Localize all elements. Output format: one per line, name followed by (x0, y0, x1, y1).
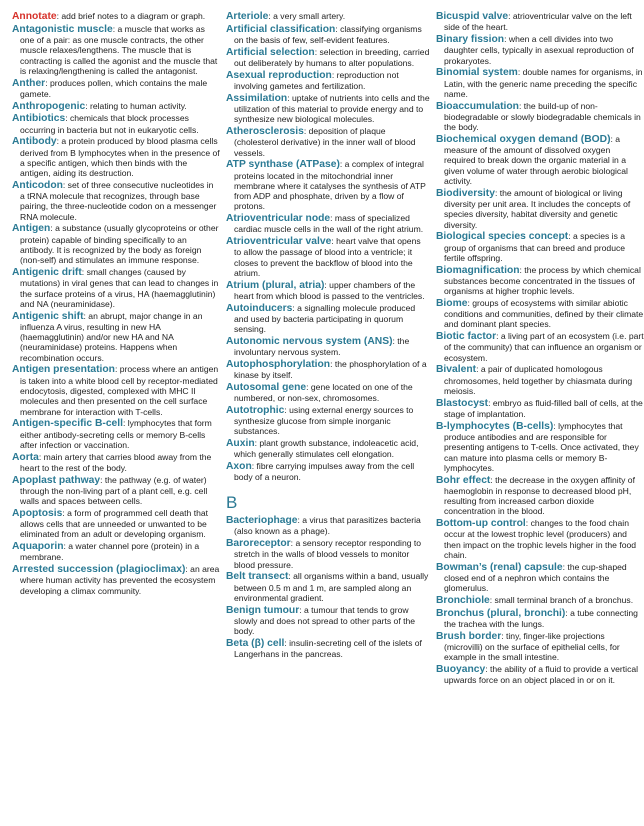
glossary-term: Benign tumour (226, 604, 300, 616)
glossary-definition: : uptake of nutrients into cells and the utilization of this material to provide energy and to synthesize new biological molecules. (234, 92, 430, 125)
glossary-term: Antigen-specific B-cell (12, 418, 123, 430)
glossary-entry (226, 70, 430, 92)
glossary-definition: : heart valve that opens to allow the passage of blood into a ventricle; it closes to prevent the backflow of blood into the atrium. (234, 236, 421, 278)
glossary-entry (12, 311, 220, 363)
glossary-entry (226, 538, 430, 570)
glossary-definition: : the decrease in the oxygen affinity of haemoglobin in response to decreased blood pH, resulting from increased carbon dioxide concentration in the blood. (444, 474, 635, 517)
glossary-definition: : the involuntary nervous system. (234, 335, 410, 358)
glossary-entry (12, 11, 220, 22)
glossary-definition: : reproduction not involving gametes and fertilization. (234, 69, 399, 91)
glossary-term: Atrioventricular valve (226, 236, 332, 248)
glossary-definition: : a tube connecting the trachea with the lungs. (444, 607, 638, 629)
glossary-entry (12, 113, 220, 135)
glossary-entry (436, 421, 644, 473)
glossary-entry (12, 541, 220, 563)
glossary-term: Annotate (12, 11, 57, 22)
glossary-definition: : relating to human activity. (85, 100, 187, 111)
glossary-definition: : a muscle that works as one of a pair: as one muscle contracts, the other muscle relaxes/lengthens. The muscle that is contracting is called the agonist and the muscle that is relaxing/lengthening is called the antagonist. (20, 23, 218, 76)
glossary-term: Binomial system (436, 67, 518, 79)
glossary-definition: : the phosphorylation of a kinase by itself. (234, 358, 427, 381)
glossary-column-2 (226, 11, 430, 826)
glossary-term: Biochemical oxygen demand (BOD) (436, 133, 611, 145)
glossary-entry (226, 382, 430, 404)
glossary-definition: : the cup-shaped closed end of a nephron which contains the glomerulus. (444, 561, 627, 594)
glossary-term: Bioaccumulation (436, 100, 519, 112)
glossary-term: Autosomal gene (226, 381, 307, 393)
glossary-term: Atherosclerosis (226, 125, 304, 137)
glossary-entry (12, 475, 220, 507)
glossary-definition: : the process by which chemical substances become concentrated in the tissues of organisms at higher trophic levels. (444, 264, 641, 297)
glossary-definition: : insulin-secreting cell of the islets of Langerhans in the pancreas. (234, 637, 422, 660)
glossary-term: Baroreceptor (226, 538, 291, 550)
glossary-entry (12, 418, 220, 450)
glossary-definition: : the build-up of non-biodegradable or slowly biodegradable chemicals in the body. (444, 100, 641, 133)
glossary-entry (436, 298, 644, 330)
glossary-definition: : process where an antigen is taken into a white blood cell by receptor-mediated endocytosis, digested, complexed with MHC II molecules and then presented on the cell surface membrane for interaction with T-cells. (20, 364, 219, 417)
glossary-term: Bacteriophage (226, 515, 298, 527)
glossary-entry (226, 303, 430, 335)
glossary-term: Anther (12, 77, 46, 89)
glossary-definition: : a tumour that tends to grow slowly and does not spread to other parts of the body. (234, 604, 416, 637)
glossary-definition: : the amount of biological or living diversity per unit area. It includes the concepts of species diversity, habitat diversity and genetic diversity. (444, 187, 631, 230)
glossary-term: Bowman’s (renal) capsule (436, 561, 563, 573)
glossary-entry (436, 364, 644, 396)
glossary-term: Atrioventricular node (226, 213, 331, 225)
glossary-definition: : chemicals that block processes occurring in bacteria but not in eukaryotic cells. (20, 113, 199, 135)
glossary-term: Bohr effect (436, 474, 491, 486)
glossary-term: Arrested succession (plagioclimax) (12, 564, 186, 576)
glossary-term: Bronchus (plural, bronchi) (436, 607, 566, 619)
glossary-definition: : a species is a group of organisms that can breed and produce fertile offspring. (444, 231, 626, 263)
glossary-term: Autotrophic (226, 404, 285, 416)
glossary-definition: : classifying organisms on the basis of few, self-evident features. (234, 23, 422, 45)
glossary-term: Bicuspid valve (436, 11, 509, 22)
glossary-term: ATP synthase (ATPase) (226, 159, 340, 171)
glossary-entry (226, 11, 430, 22)
glossary-entry (226, 126, 430, 158)
glossary-entry (226, 359, 430, 381)
glossary-entry (226, 159, 430, 211)
glossary-definition: : changes to the food chain occur at the lowest trophic level (producers) and then impact on the trophic levels higher in the food chain. (444, 518, 637, 561)
glossary-term: Asexual reproduction (226, 69, 332, 81)
glossary-term: Antibody (12, 136, 57, 148)
glossary-definition: : a form of programmed cell death that allows cells that are unneeded or unwanted to be eliminated from an adult or developing organism. (20, 507, 209, 540)
glossary-definition: : a substance (usually glycoproteins or other protein) capable of binding specifically to an antibody. It is recognized by the body as foreign (non-self) and stimulates an immune response. (20, 223, 219, 266)
glossary-definition: : small changes (caused by mutations) in viral genes that can lead to changes in the surface proteins of a virus, HA (haemagglutinin) and NA (neuraminidase). (20, 266, 219, 309)
glossary-definition: : a measure of the amount of dissolved oxygen required to break down the organic material in a given volume of water through aerobic biological activity. (444, 133, 628, 187)
glossary-definition: : a sensory receptor responding to stretch in the walls of blood vessels to monitor blood pressure. (234, 538, 422, 570)
glossary-definition: : a virus that parasitizes bacteria (also known as a phage). (234, 515, 421, 537)
glossary-entry (436, 101, 644, 133)
glossary-term: Axon (226, 461, 252, 473)
glossary-definition: : plant growth substance, indoleacetic acid, which generally stimulates cell elongation. (234, 438, 419, 460)
glossary-term: Biodiversity (436, 187, 495, 199)
glossary-entry (12, 564, 220, 596)
glossary-entry (12, 136, 220, 178)
glossary-term: Bronchiole (436, 594, 490, 606)
glossary-term: Biotic factor (436, 331, 497, 343)
glossary-definition: : fibre carrying impulses away from the cell body of a neuron. (234, 461, 415, 483)
glossary-definition: : embryo as fluid-filled ball of cells, at the stage of implantation. (444, 397, 643, 419)
glossary-term: Artificial selection (226, 46, 315, 58)
glossary-term: Assimilation (226, 92, 288, 104)
section-letter-heading: B (226, 493, 238, 513)
glossary-entry (436, 608, 644, 630)
glossary-term: B-lymphocytes (B-cells) (436, 420, 554, 432)
glossary-term: Anthropogenic (12, 100, 86, 112)
glossary-entry (12, 24, 220, 76)
glossary-term: Antigen (12, 223, 51, 235)
glossary-term: Buoyancy (436, 663, 486, 675)
glossary-term: Autophosphorylation (226, 358, 331, 370)
glossary-definition: : deposition of plaque (cholesterol derivative) in the inner wall of blood vessels. (234, 125, 416, 158)
glossary-entry (12, 364, 220, 416)
glossary-term: Bottom-up control (436, 518, 526, 530)
glossary-entry (226, 605, 430, 637)
glossary-entry (12, 267, 220, 309)
glossary-column-1 (12, 11, 220, 826)
glossary-definition: : an area where human activity has prevented the ecosystem developing a climax community. (20, 564, 220, 596)
glossary-term: Autonomic nervous system (ANS) (226, 335, 393, 347)
glossary-definition: : gene located on one of the numbered, or non-sex, chromosomes. (234, 381, 413, 404)
glossary-term: Antibiotics (12, 113, 66, 125)
glossary-entry (226, 438, 430, 460)
glossary-term: Artificial classification (226, 23, 336, 35)
glossary-entry (226, 571, 430, 603)
glossary-entry (226, 47, 430, 69)
glossary-definition: : the ability of a fluid to provide a vertical upwards force on an object placed in or on it. (444, 663, 639, 686)
glossary-term: Anticodon (12, 179, 63, 191)
glossary-term: Auxin (226, 438, 255, 450)
glossary-entry (436, 11, 644, 33)
glossary-entry (436, 664, 644, 686)
glossary-entry (12, 180, 220, 222)
glossary-term: Belt transect (226, 571, 289, 583)
glossary-entry (436, 188, 644, 230)
glossary-definition: : when a cell divides into two daughter cells, typically in asexual reproduction of prokaryotes. (444, 33, 634, 66)
glossary-definition: : a living part of an ecosystem (i.e. part of the community) that can influence an organism or ecosystem. (444, 331, 644, 363)
glossary-definition: : set of three consecutive nucleotides in a tRNA molecule that recognizes, through base pairing, the three-nucleotide codon on a messenger RNA molecule. (20, 179, 217, 222)
glossary-definition: : groups of ecosystems with similar abiotic conditions and communities, defined by their climate and dominant plant species. (444, 297, 644, 330)
glossary-definition: : upper chambers of the heart from which blood is passed to the ventricles. (234, 279, 425, 301)
glossary-term: Brush border (436, 630, 502, 642)
glossary-definition: : a pair of duplicated homologous chromosomes, held together by chiasmata during meiosis. (444, 364, 633, 396)
glossary-term: Antigenic shift (12, 310, 84, 322)
glossary-entry (226, 515, 430, 537)
glossary-definition: : a water channel pore (protein) in a membrane. (20, 541, 200, 563)
glossary-term: Blastocyst (436, 397, 489, 409)
glossary-entry (226, 336, 430, 358)
glossary-entry (436, 475, 644, 517)
glossary-term: Binary fission (436, 33, 505, 45)
glossary-term: Atrium (plural, atria) (226, 279, 325, 291)
glossary-entry (436, 398, 644, 420)
glossary-entry (436, 134, 644, 186)
glossary-entry (12, 101, 220, 112)
glossary-entry (12, 452, 220, 474)
glossary-entry (436, 562, 644, 594)
glossary-term: Biome (436, 297, 468, 309)
glossary-entry (226, 236, 430, 278)
glossary-term: Bivalent (436, 364, 477, 376)
glossary-definition: : produces pollen, which contains the male gamete. (20, 77, 208, 99)
glossary-entry (436, 331, 644, 363)
glossary-entry (226, 280, 430, 302)
glossary-definition: : mass of specialized cardiac muscle cells in the wall of the right atrium. (234, 213, 424, 235)
glossary-term: Apoplast pathway (12, 474, 101, 486)
glossary-entry (226, 213, 430, 235)
glossary-entry (226, 638, 430, 660)
glossary-term: Apoptosis (12, 507, 63, 519)
glossary-entry (226, 93, 430, 125)
glossary-definition: : the pathway (e.g. of water) through the non-living part of a plant cell, e.g. cell walls and spaces between cells. (20, 474, 208, 507)
glossary-definition: : a signalling molecule produced and used by bacteria participating in quorum sensing. (234, 302, 416, 335)
glossary-term: Arteriole (226, 11, 269, 22)
glossary-definition: : lymphocytes that form either antibody-secreting cells or memory B-cells after infection or vaccination. (20, 418, 212, 450)
glossary-definition: : selection in breeding, carried out deliberately by humans to alter populations. (234, 46, 430, 68)
glossary-entry (12, 223, 220, 265)
glossary-term: Beta (β) cell (226, 637, 285, 649)
glossary-term: Antigenic drift (12, 266, 82, 278)
glossary-entry (436, 518, 644, 560)
glossary-definition: : add brief notes to a diagram or graph. (56, 11, 206, 21)
glossary-entry (436, 631, 644, 663)
glossary-entry (226, 24, 430, 46)
glossary-term: Autoinducers (226, 302, 293, 314)
glossary-term: Aquaporin (12, 541, 64, 553)
glossary-definition: : a protein produced by blood plasma cells derived from B lymphocytes when in the presence of a specific antigen, which then binds with the antigen, aiding its destruction. (20, 136, 220, 179)
glossary-entry (12, 78, 220, 100)
glossary-entry (12, 508, 220, 540)
glossary-definition: : all organisms within a band, usually between 0.5 m and 1 m, are sampled along an environmental gradient. (234, 571, 429, 603)
glossary-definition: : a very small artery. (268, 11, 346, 21)
glossary-definition: : double names for organisms, in Latin, with the generic name preceding the specific name. (444, 67, 643, 99)
glossary-definition: : main artery that carries blood away from the heart to the rest of the body. (20, 451, 212, 473)
glossary-entry (436, 231, 644, 263)
glossary-term: Antagonistic muscle (12, 23, 113, 35)
glossary-definition: : small terminal branch of a bronchus. (489, 594, 634, 605)
glossary-definition: : using external energy sources to synthesize glucose from simple inorganic substances. (234, 404, 414, 437)
glossary-definition: : tiny, finger-like projections (microvilli) on the surface of epithelial cells, for example in the small intestine. (444, 630, 620, 663)
glossary-entry (436, 265, 644, 297)
glossary-entry (226, 405, 430, 437)
glossary-term: Antigen presentation (12, 364, 115, 376)
glossary-entry (436, 595, 644, 606)
glossary-entry (436, 34, 644, 66)
glossary-definition: : a complex of integral proteins located in the mitochondrial inner membrane where it catalyses the synthesis of ATP from ADP and phosphate, driven by a flow of protons. (234, 159, 426, 212)
glossary-entry (436, 67, 644, 99)
glossary-term: Biomagnification (436, 264, 520, 276)
glossary-definition: : an abrupt, major change in an influenza A virus, resulting in new HA (haemagglutinin) and/or new HA and NA (neuraminidase) proteins. Happens when recombination occurs. (20, 310, 203, 363)
glossary-definition: : lymphocytes that produce antibodies and are responsible for presenting antigens to T-cells. Once activated, they can mature into plasma cells or memory B-lymphocytes. (444, 420, 639, 473)
glossary-entry (226, 461, 430, 483)
glossary-term: Biological species concept (436, 231, 569, 243)
glossary-term: Aorta (12, 451, 39, 463)
glossary-column-3 (436, 11, 644, 826)
glossary-definition: : atrioventricular valve on the left side of the heart. (444, 11, 632, 33)
